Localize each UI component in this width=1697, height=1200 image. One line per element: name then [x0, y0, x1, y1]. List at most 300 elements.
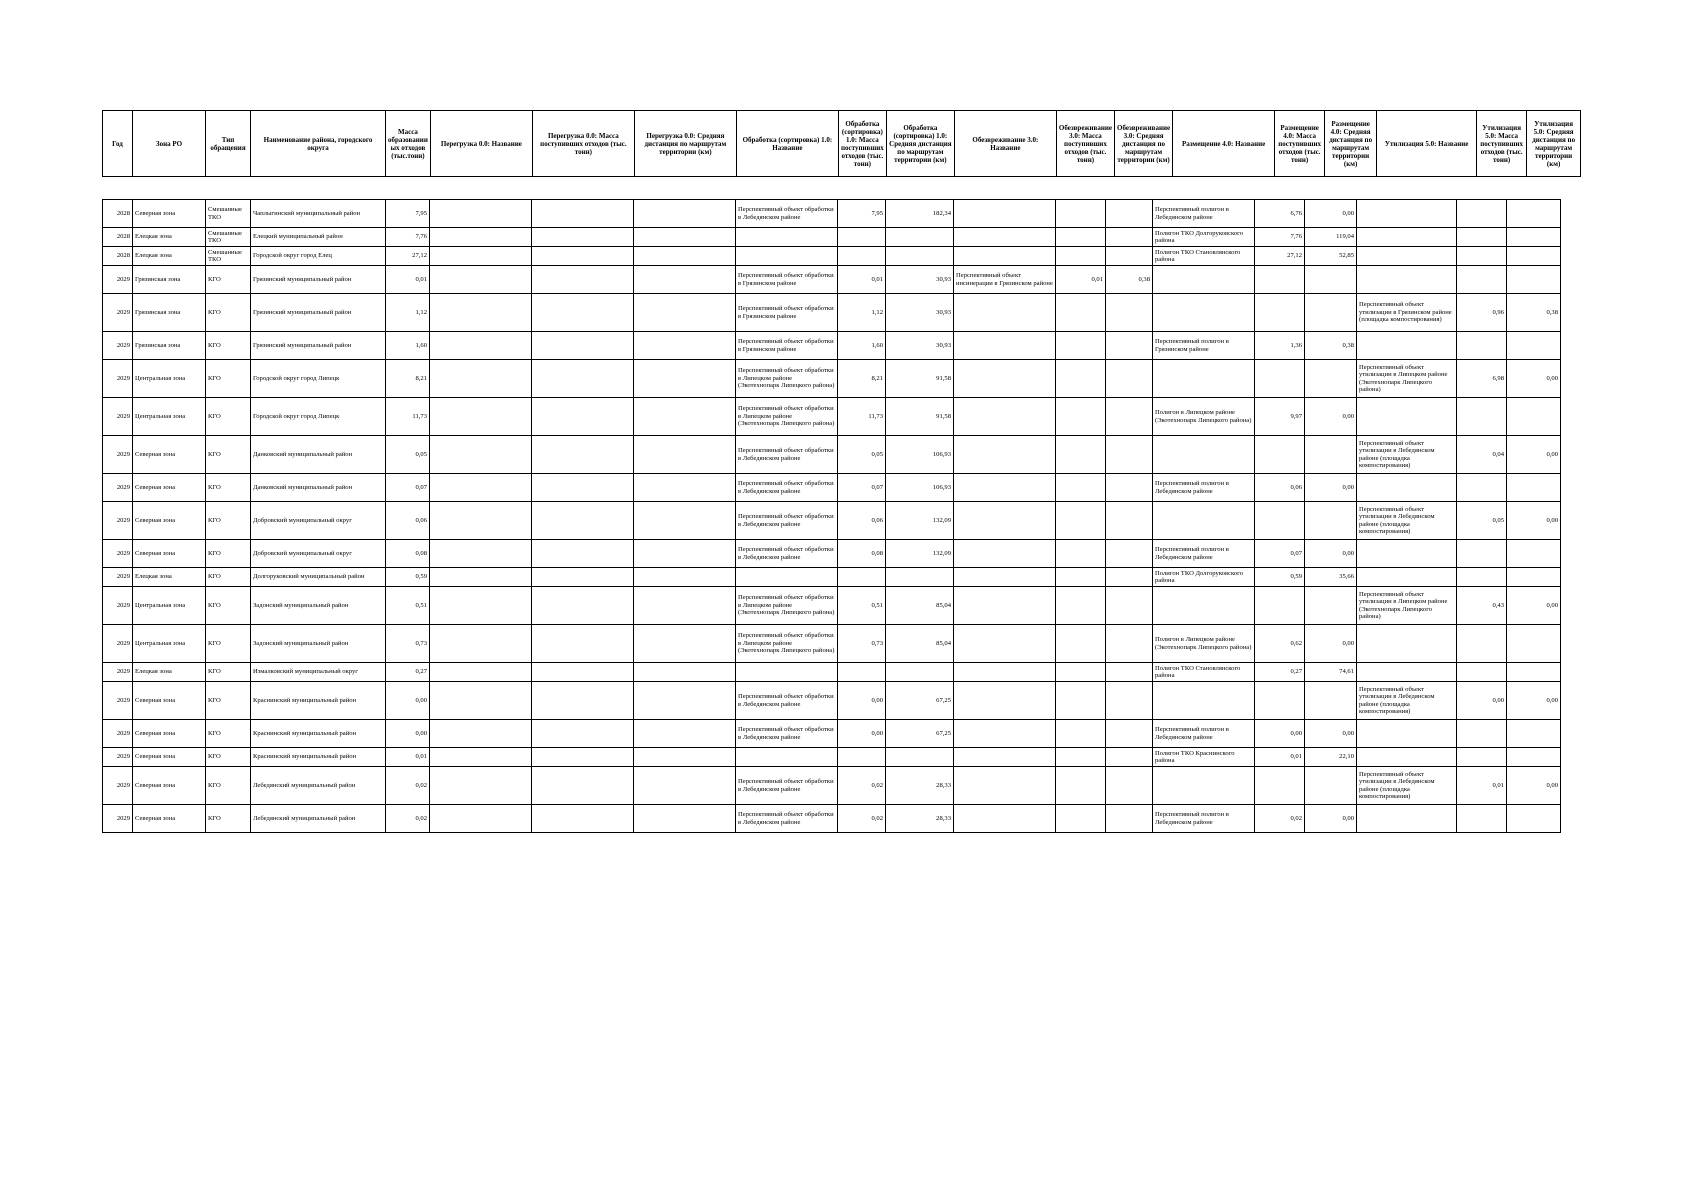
table-cell [1056, 720, 1106, 748]
table-cell [430, 502, 532, 540]
table-cell: 0,01 [1457, 767, 1507, 805]
table-cell: 27,12 [386, 247, 430, 266]
table-cell: 2029 [103, 436, 133, 474]
table-cell [634, 474, 736, 502]
table-cell [532, 266, 634, 294]
table-cell [430, 587, 532, 625]
table-cell [634, 540, 736, 568]
table-cell: 52,85 [1305, 247, 1357, 266]
table-cell [532, 360, 634, 398]
table-cell [954, 398, 1056, 436]
table-cell: 0,00 [1457, 682, 1507, 720]
table-cell [430, 568, 532, 587]
table-cell: Перспективный полигон в Лебедянском районе [1153, 200, 1255, 228]
table-cell: 0,00 [1305, 398, 1357, 436]
col-header-mass: Масса образовании ых отходов (тыс.тонн) [386, 111, 431, 177]
table-cell: Центральная зона [133, 360, 206, 398]
table-cell: 0,02 [1255, 805, 1305, 833]
table-cell: Перспективный объект обработки в Грязинском районе [736, 294, 838, 332]
table-cell [954, 625, 1056, 663]
table-cell [1507, 720, 1561, 748]
table-cell: 0,38 [1507, 294, 1561, 332]
table-cell [1255, 587, 1305, 625]
table-cell [634, 360, 736, 398]
table-cell: 0,07 [1255, 540, 1305, 568]
table-cell: Перспективный объект утилизации в Лебедянском районе (площадка компостирования) [1357, 502, 1457, 540]
table-cell: 0,00 [1507, 502, 1561, 540]
table-cell: 2028 [103, 247, 133, 266]
table-cell [634, 587, 736, 625]
table-cell: Измалковский муниципальный округ [251, 663, 386, 682]
table-cell: 0,06 [386, 502, 430, 540]
table-cell: Перспективный полигон в Лебедянском районе [1153, 720, 1255, 748]
table-cell: 2029 [103, 474, 133, 502]
table-cell [1457, 625, 1507, 663]
table-cell: Северная зона [133, 200, 206, 228]
table-cell: Полигон ТКО Становлянского района [1153, 663, 1255, 682]
table-cell [1056, 625, 1106, 663]
table-cell: Перспективный объект обработки в Липецком районе (Экотехнопарк Липецкого района) [736, 587, 838, 625]
table-cell: 7,95 [386, 200, 430, 228]
table-cell [736, 748, 838, 767]
table-cell [1106, 720, 1153, 748]
table-row [103, 332, 1561, 360]
table-cell: 1,60 [386, 332, 430, 360]
table-cell [1106, 360, 1153, 398]
table-cell [634, 720, 736, 748]
table-cell [886, 247, 954, 266]
table-cell: Перспективный объект утилизации в Липецком районе (Экотехнопарк Липецкого района) [1357, 587, 1457, 625]
table-cell [634, 266, 736, 294]
table-cell: 0,00 [1305, 805, 1357, 833]
table-cell [1357, 332, 1457, 360]
table-cell: Перспективный объект обработки в Лебедянском районе [736, 682, 838, 720]
table-cell: Полигон в Липецком районе (Экотехнопарк Липецкого района) [1153, 398, 1255, 436]
table-cell [1305, 294, 1357, 332]
table-cell [1507, 748, 1561, 767]
table-cell [954, 767, 1056, 805]
table-cell [430, 748, 532, 767]
table-cell: 2029 [103, 682, 133, 720]
table-cell: Елецкая зона [133, 247, 206, 266]
table-cell: Чаплыгинский муниципальный район [251, 200, 386, 228]
table-cell [1457, 474, 1507, 502]
table-cell [430, 540, 532, 568]
col-header-sorting-name: Обработка (сортировка) 1.0: Название [736, 111, 838, 177]
table-cell [532, 540, 634, 568]
table-cell: КГО [206, 436, 251, 474]
table-cell: 2029 [103, 625, 133, 663]
table-cell [532, 663, 634, 682]
table-cell [1056, 332, 1106, 360]
table-cell: КГО [206, 360, 251, 398]
table-cell [1357, 625, 1457, 663]
table-cell: Перспективный объект обработки в Лебедянском районе [736, 805, 838, 833]
table-cell [1255, 360, 1305, 398]
table-cell: 132,09 [886, 540, 954, 568]
table-row [103, 805, 1561, 833]
table-cell: Грязинский муниципальный район [251, 294, 386, 332]
col-header-utilization-mass: Утилизация 5.0: Масса поступивших отходов (тыс. тонн) [1477, 111, 1527, 177]
table-cell [634, 247, 736, 266]
table-cell [1106, 625, 1153, 663]
table-cell [1153, 767, 1255, 805]
table-cell: Перспективный объект обработки в Грязинском районе [736, 266, 838, 294]
table-row [103, 398, 1561, 436]
table-cell: КГО [206, 805, 251, 833]
table-cell [1106, 805, 1153, 833]
table-cell: 2029 [103, 332, 133, 360]
table-cell: Грязинский муниципальный район [251, 266, 386, 294]
col-header-type: Тип обращения [206, 111, 251, 177]
table-cell [532, 294, 634, 332]
table-row [103, 625, 1561, 663]
table-cell: 0,06 [838, 502, 886, 540]
table-cell: Задонский муниципальный район [251, 625, 386, 663]
table-cell [1106, 398, 1153, 436]
table-cell: КГО [206, 332, 251, 360]
table-cell: 0,05 [1457, 502, 1507, 540]
table-cell: Полигон ТКО Краснинского района [1153, 748, 1255, 767]
table-cell [532, 200, 634, 228]
table-cell [532, 682, 634, 720]
table-body [103, 200, 1561, 833]
table-cell: 0,01 [1056, 266, 1106, 294]
table-cell [532, 502, 634, 540]
table-cell: Полигон ТКО Становлянского района [1153, 247, 1255, 266]
table-cell: Елецкая зона [133, 568, 206, 587]
table-cell: 0,07 [386, 474, 430, 502]
col-header-placement-name: Размещение 4.0: Название [1173, 111, 1275, 177]
table-cell [1507, 540, 1561, 568]
table-cell [1106, 748, 1153, 767]
table-cell [1305, 682, 1357, 720]
table-cell [1507, 200, 1561, 228]
table-cell [954, 332, 1056, 360]
table-cell [1106, 502, 1153, 540]
table-cell: 67,25 [886, 682, 954, 720]
table-cell: 30,93 [886, 294, 954, 332]
table-cell: Полигон в Липецком районе (Экотехнопарк Липецкого района) [1153, 625, 1255, 663]
table-cell: Грязинская зона [133, 332, 206, 360]
table-cell [1357, 663, 1457, 682]
table-cell: 30,93 [886, 332, 954, 360]
table-cell [532, 625, 634, 663]
table-cell [954, 360, 1056, 398]
table-cell [1357, 247, 1457, 266]
table-cell: 0,00 [1507, 436, 1561, 474]
table-cell [1153, 587, 1255, 625]
table-cell [430, 398, 532, 436]
table-cell: Перспективный объект обработки в Лебедянском районе [736, 474, 838, 502]
table-cell [532, 568, 634, 587]
table-cell: Городской округ город Липецк [251, 360, 386, 398]
table-cell [1507, 663, 1561, 682]
table-cell: 0,05 [838, 436, 886, 474]
col-header-neutralization-distance: Обезвреживание 3.0: Средняя дистанция по маршрутам территории (км) [1115, 111, 1173, 177]
table-cell [532, 767, 634, 805]
table-cell [1255, 682, 1305, 720]
table-cell [430, 663, 532, 682]
table-cell [634, 200, 736, 228]
table-row [103, 587, 1561, 625]
table-cell: Елецкий муниципальный район [251, 228, 386, 247]
table-cell [1255, 502, 1305, 540]
table-cell [1457, 540, 1507, 568]
col-header-transfer-name: Перегрузка 0.0: Название [430, 111, 532, 177]
table-cell: Перспективный объект обработки в Грязинском районе [736, 332, 838, 360]
table-cell: Перспективный объект обработки в Лебедянском районе [736, 502, 838, 540]
table-cell [1507, 474, 1561, 502]
table-cell [1153, 436, 1255, 474]
table-cell [1056, 502, 1106, 540]
table-cell [1457, 748, 1507, 767]
table-cell [430, 266, 532, 294]
table-cell: 0,08 [386, 540, 430, 568]
col-header-sorting-mass: Обработка (сортировка) 1.0: Масса поступивших отходов (тыс. тонн) [838, 111, 886, 177]
table-row [103, 474, 1561, 502]
table-cell: Северная зона [133, 682, 206, 720]
table-cell [954, 720, 1056, 748]
table-cell [954, 200, 1056, 228]
table-cell: 0,01 [838, 266, 886, 294]
table-cell: 85,04 [886, 625, 954, 663]
table-cell [954, 540, 1056, 568]
table-cell [954, 228, 1056, 247]
table-cell: КГО [206, 748, 251, 767]
table-cell [954, 502, 1056, 540]
table-cell [954, 748, 1056, 767]
table-cell: КГО [206, 767, 251, 805]
col-header-utilization-distance: Утилизация 5.0: Средняя дистанция по маршрутам территории (км) [1527, 111, 1581, 177]
table-cell: 119,04 [1305, 228, 1357, 247]
table-cell [1056, 663, 1106, 682]
table-cell: Перспективный объект обработки в Лебедянском районе [736, 540, 838, 568]
table-cell: 0,02 [838, 805, 886, 833]
table-cell [1106, 474, 1153, 502]
table-cell [954, 568, 1056, 587]
table-cell [954, 805, 1056, 833]
table-cell [1106, 767, 1153, 805]
table-cell: 2029 [103, 720, 133, 748]
table-cell: КГО [206, 682, 251, 720]
table-cell: Перспективный объект обработки в Лебедянском районе [736, 767, 838, 805]
table-cell [1457, 266, 1507, 294]
table-cell: 0,00 [1305, 720, 1357, 748]
table-cell [1357, 398, 1457, 436]
table-cell [1106, 587, 1153, 625]
table-cell [736, 568, 838, 587]
table-cell: 2029 [103, 398, 133, 436]
table-cell: 85,04 [886, 587, 954, 625]
table-cell [838, 247, 886, 266]
col-header-placement-distance: Размещение 4.0: Средняя дистанция по маршрутам территории (км) [1325, 111, 1377, 177]
table-cell: КГО [206, 474, 251, 502]
table-cell: 0,51 [838, 587, 886, 625]
table-cell [736, 228, 838, 247]
table-cell: 2028 [103, 228, 133, 247]
table-cell [532, 247, 634, 266]
table-cell: 11,73 [386, 398, 430, 436]
table-cell: Смешанные ТКО [206, 200, 251, 228]
table-cell [1357, 474, 1457, 502]
table-cell: Долгоруковский муниципальный район [251, 568, 386, 587]
table-cell: 2029 [103, 568, 133, 587]
table-cell: 0,59 [386, 568, 430, 587]
table-cell: 7,95 [838, 200, 886, 228]
table-cell: Добровский муниципальный округ [251, 540, 386, 568]
table-cell: 7,76 [1255, 228, 1305, 247]
table-cell: Северная зона [133, 720, 206, 748]
table-cell [954, 247, 1056, 266]
table-cell: 2029 [103, 767, 133, 805]
table-cell [1106, 200, 1153, 228]
table-cell [1056, 587, 1106, 625]
table-cell: Перспективный полигон в Грязинском районе [1153, 332, 1255, 360]
table-cell [532, 748, 634, 767]
table-cell [1357, 200, 1457, 228]
col-header-transfer-distance: Перегрузка 0.0: Средняя дистанция по маршрутам территории (км) [634, 111, 736, 177]
header-row [103, 111, 1581, 177]
table-cell [634, 502, 736, 540]
table-cell: 11,73 [838, 398, 886, 436]
table-cell: 91,58 [886, 360, 954, 398]
table-cell [1106, 332, 1153, 360]
table-cell: Данковский муниципальный район [251, 436, 386, 474]
table-cell: Северная зона [133, 805, 206, 833]
table-cell [1056, 540, 1106, 568]
table-cell [886, 568, 954, 587]
table-cell: 0,59 [1255, 568, 1305, 587]
table-cell: Северная зона [133, 767, 206, 805]
table-cell [1507, 266, 1561, 294]
table-cell: 0,05 [386, 436, 430, 474]
col-header-neutralization-name: Обезвреживание 3.0: Название [954, 111, 1056, 177]
table-cell: Краснинский муниципальный район [251, 748, 386, 767]
table-cell: Лебедянский муниципальный район [251, 767, 386, 805]
table-cell [1357, 568, 1457, 587]
table-row [103, 200, 1561, 228]
table-cell [1056, 436, 1106, 474]
table-cell [1457, 332, 1507, 360]
col-header-transfer-mass: Перегрузка 0.0: Масса поступивших отходов (тыс. тонн) [532, 111, 634, 177]
table-cell [1507, 247, 1561, 266]
table-cell: Перспективный объект утилизации в Грязинском районе (площадка компостирования) [1357, 294, 1457, 332]
table-cell [1457, 200, 1507, 228]
table-cell: 0,00 [386, 682, 430, 720]
table-cell [954, 587, 1056, 625]
table-cell [1153, 682, 1255, 720]
table-cell: 0,02 [386, 767, 430, 805]
table-cell: 0,00 [838, 682, 886, 720]
table-cell [1056, 568, 1106, 587]
table-cell: 1,12 [838, 294, 886, 332]
table-cell [1507, 568, 1561, 587]
table-cell: Перспективный объект инсинерации в Грязинском районе [954, 266, 1056, 294]
table-cell: 8,21 [386, 360, 430, 398]
table-cell: Перспективный объект обработки в Липецком районе (Экотехнопарк Липецкого района) [736, 360, 838, 398]
table-cell [1255, 767, 1305, 805]
table-cell: Северная зона [133, 540, 206, 568]
table-cell: 2029 [103, 502, 133, 540]
table-cell: 0,02 [838, 767, 886, 805]
table-cell [532, 805, 634, 833]
table-cell: Северная зона [133, 502, 206, 540]
table-cell [1357, 805, 1457, 833]
table-cell: Северная зона [133, 748, 206, 767]
table-cell: 0,00 [1305, 474, 1357, 502]
table-cell [1305, 360, 1357, 398]
table-cell: 2029 [103, 663, 133, 682]
table-cell [1153, 360, 1255, 398]
header-table [102, 110, 1581, 177]
table-cell [430, 332, 532, 360]
table-cell [1106, 540, 1153, 568]
table-cell [1106, 436, 1153, 474]
table-cell [430, 436, 532, 474]
table-cell: 7,76 [386, 228, 430, 247]
table-cell [1357, 540, 1457, 568]
table-cell [634, 294, 736, 332]
table-cell: 6,98 [1457, 360, 1507, 398]
table-cell: 8,21 [838, 360, 886, 398]
table-cell: Краснинский муниципальный район [251, 720, 386, 748]
table-cell: Задонский муниципальный район [251, 587, 386, 625]
table-cell: Добровский муниципальный округ [251, 502, 386, 540]
table-cell [1507, 625, 1561, 663]
table-cell: Северная зона [133, 474, 206, 502]
table-cell [1305, 266, 1357, 294]
table-cell [430, 360, 532, 398]
table-cell [430, 200, 532, 228]
table-row [103, 663, 1561, 682]
table-cell [1357, 228, 1457, 247]
table-cell [430, 720, 532, 748]
col-header-utilization-name: Утилизация 5.0: Название [1377, 111, 1477, 177]
table-cell [1457, 568, 1507, 587]
table-cell [1255, 294, 1305, 332]
table-cell: 30,93 [886, 266, 954, 294]
table-cell: 1,36 [1255, 332, 1305, 360]
table-cell [430, 228, 532, 247]
table-cell [954, 474, 1056, 502]
table-cell: 2029 [103, 360, 133, 398]
table-cell: 0,00 [1507, 767, 1561, 805]
table-cell [634, 436, 736, 474]
table-cell [1056, 247, 1106, 266]
table-cell: 0,51 [386, 587, 430, 625]
table-cell [1457, 398, 1507, 436]
table-cell [954, 294, 1056, 332]
table-cell [532, 720, 634, 748]
table-cell: Перспективный объект утилизации в Лебедянском районе (площадка компостирования) [1357, 767, 1457, 805]
table-cell [1507, 398, 1561, 436]
table-cell [430, 625, 532, 663]
table-cell: 0,01 [386, 748, 430, 767]
table-cell [1056, 294, 1106, 332]
table-row [103, 247, 1561, 266]
table-cell: 1,60 [838, 332, 886, 360]
table-cell [1255, 266, 1305, 294]
table-cell [1056, 767, 1106, 805]
table-cell [634, 228, 736, 247]
table-cell: 0,00 [1305, 200, 1357, 228]
table-cell: Полигон ТКО Долгоруковского района [1153, 568, 1255, 587]
table-cell [634, 332, 736, 360]
table-cell: Городской округ город Елец [251, 247, 386, 266]
table-cell: 106,93 [886, 474, 954, 502]
table-cell [886, 748, 954, 767]
